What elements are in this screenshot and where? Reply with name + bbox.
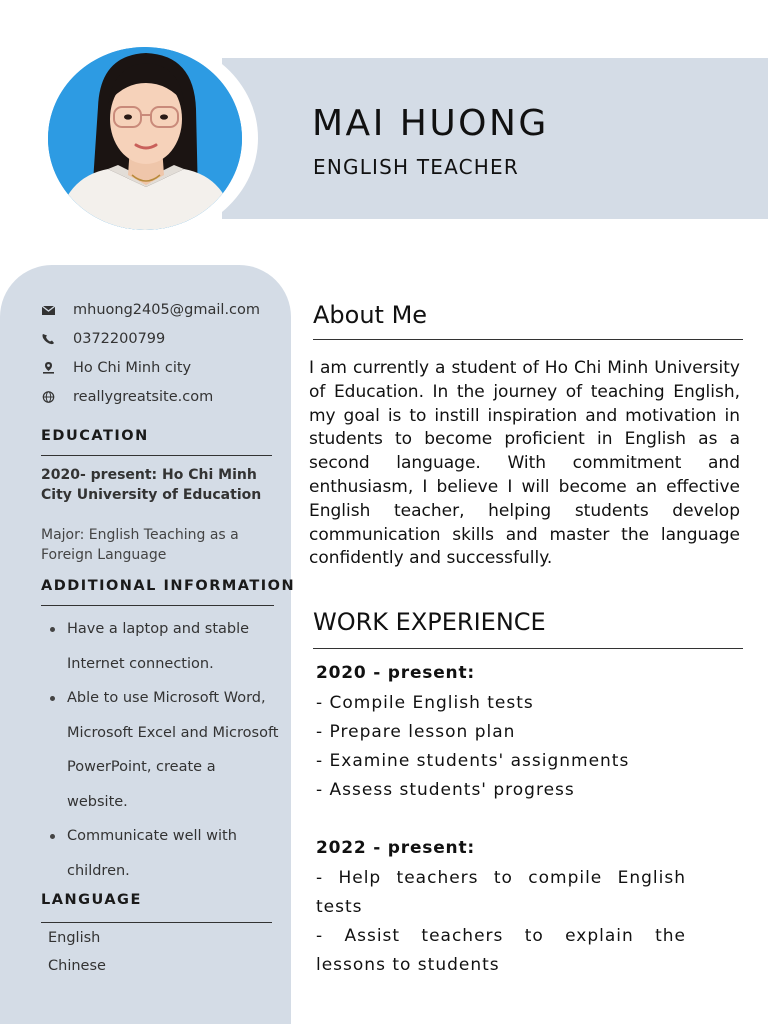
list-item (48, 819, 280, 888)
additional-info-divider (41, 605, 274, 606)
globe-icon (40, 390, 57, 404)
contact-location-text: Ho Chi Minh city (73, 360, 192, 376)
additional-info-list (48, 612, 280, 888)
education-major: Major: English Teaching as a Foreign Language (41, 527, 239, 563)
list-item-text: Communicate well with children. (67, 828, 237, 879)
list-item-text: Able to use Microsoft Word, Microsoft Excel and Microsoft PowerPoint, create a website. (67, 690, 279, 810)
bullet-icon (50, 834, 55, 839)
contact-website[interactable] (40, 389, 213, 405)
contact-location (40, 360, 191, 376)
work-experience-divider (313, 648, 743, 649)
job-duty: - Compile English tests (316, 693, 534, 713)
language-item-chinese: Chinese (48, 958, 106, 974)
email-icon (40, 303, 57, 317)
contact-email[interactable] (40, 302, 260, 318)
profile-photo (48, 47, 242, 230)
language-divider (41, 922, 272, 923)
work-experience-heading: WORK EXPERIENCE (313, 608, 546, 636)
about-text: I am currently a student of Ho Chi Minh University of Education. In the journey of teaching English, my goal is to instill inspiration and motivation in students to become proficient in English as a second language. With commitment and enthusiasm, I believe I will become an effective English teacher, helping students develop communication skills and master the language confidently and successfully. (309, 358, 740, 569)
about-heading: About Me (313, 301, 428, 329)
education-divider (41, 455, 272, 456)
contact-phone-text: 0372200799 (73, 331, 166, 347)
list-item-text: Have a laptop and stable Internet connection. (67, 621, 250, 672)
list-item (48, 681, 280, 819)
language-heading: LANGUAGE (41, 892, 142, 908)
job-title: ENGLISH TEACHER (313, 155, 519, 179)
job-duty: - Assist teachers to explain the lessons to students (316, 926, 686, 975)
contact-phone[interactable] (40, 331, 165, 347)
language-item-english: English (48, 930, 101, 946)
about-divider (313, 339, 743, 340)
additional-info-heading: ADDITIONAL INFORMATION (41, 578, 296, 594)
job-duty: - Prepare lesson plan (316, 722, 516, 742)
location-icon (40, 361, 57, 375)
person-name: MAI HUONG (312, 103, 549, 144)
education-heading: EDUCATION (41, 428, 149, 444)
job-period: 2020 - present: (316, 663, 475, 683)
bullet-icon (50, 696, 55, 701)
list-item (48, 612, 280, 681)
contact-email-text: mhuong2405@gmail.com (73, 302, 261, 318)
bullet-icon (50, 627, 55, 632)
job-duty: - Assess students' progress (316, 780, 575, 800)
job-duty: - Help teachers to compile English tests (316, 868, 686, 917)
job-duty: - Examine students' assignments (316, 751, 630, 771)
education-school: 2020- present: Ho Chi Minh City University of Education (41, 467, 262, 503)
phone-icon (40, 332, 57, 346)
job-period: 2022 - present: (316, 838, 475, 858)
contact-website-text: reallygreatsite.com (73, 389, 214, 405)
